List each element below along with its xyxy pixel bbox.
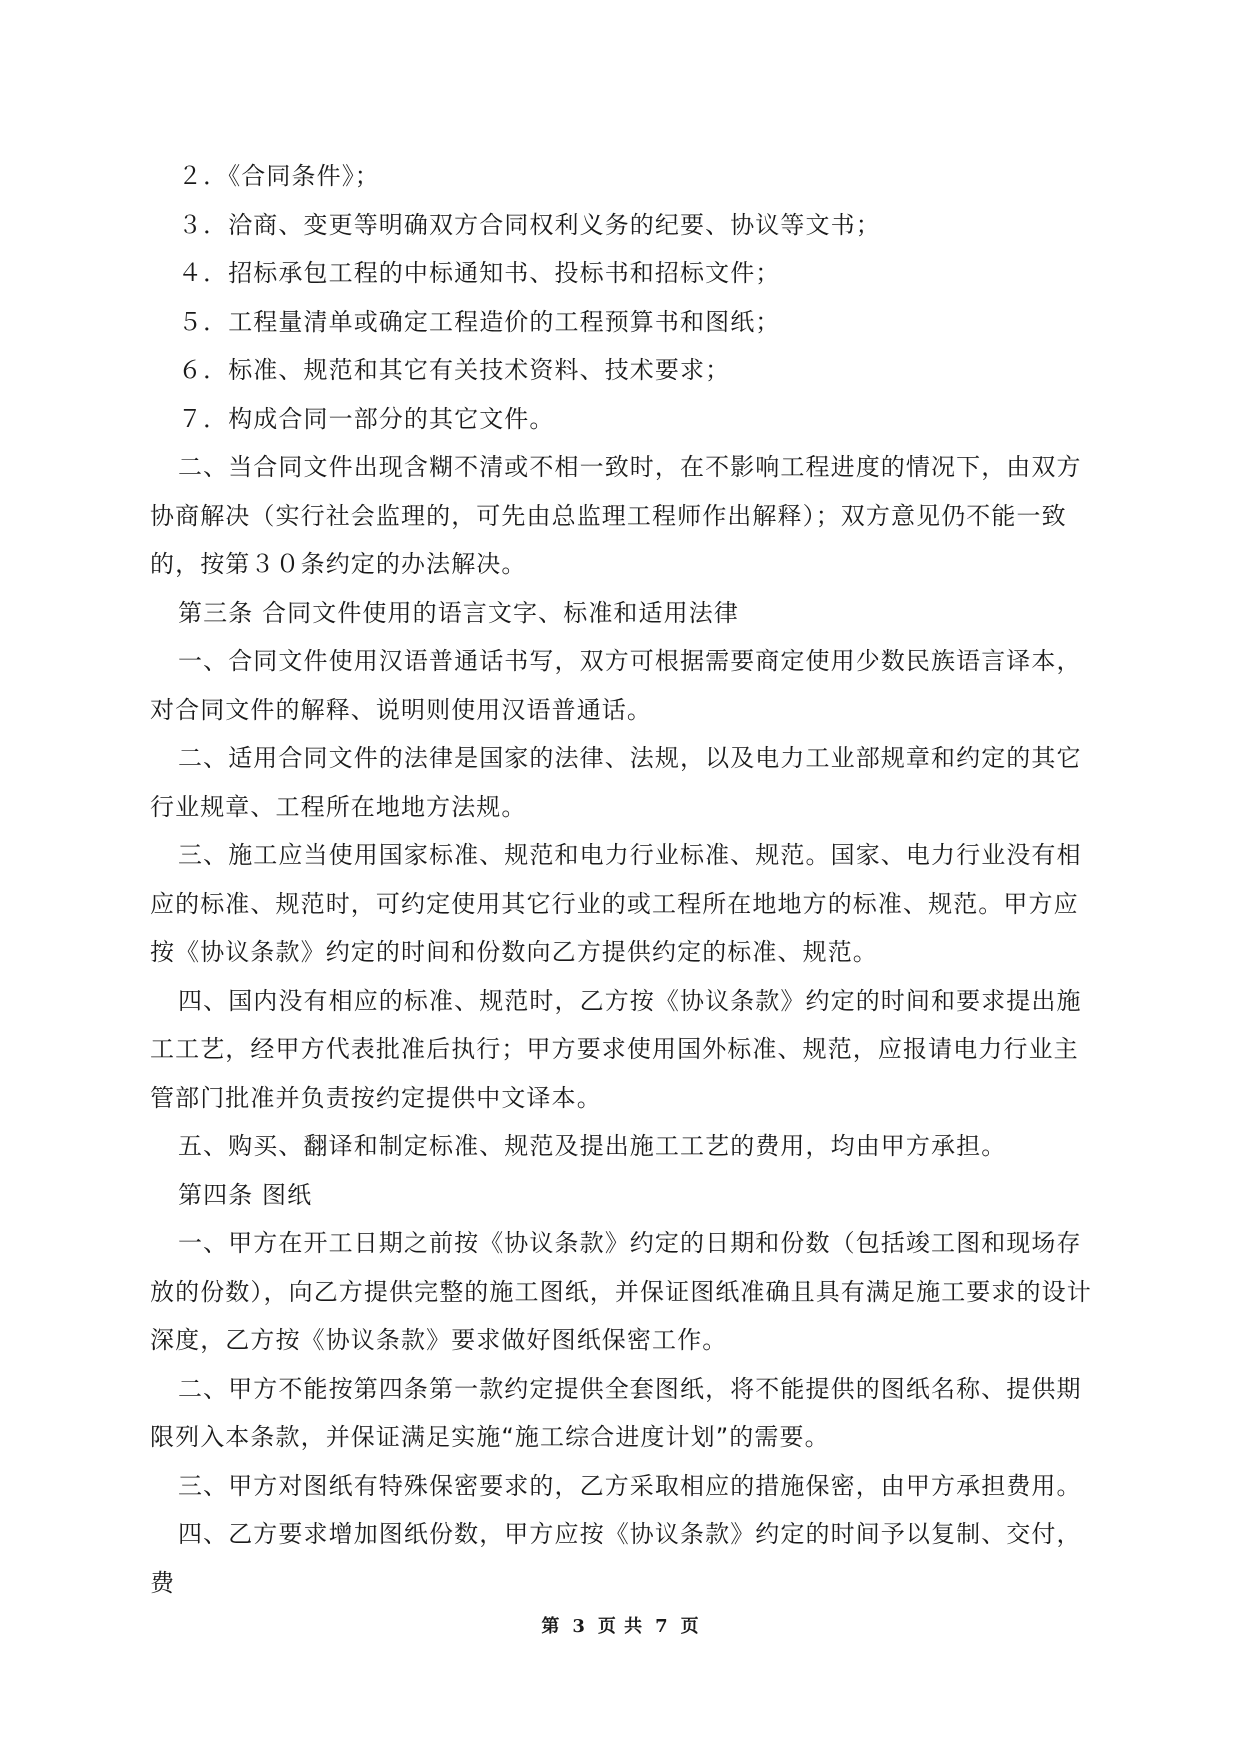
footer-mid: 页 共: [597, 1616, 644, 1637]
paragraph: ６．标准、规范和其它有关技术资料、技术要求；: [178, 356, 731, 384]
page-footer: [0, 1615, 1241, 1639]
paragraph: ４．招标承包工程的中标通知书、投标书和招标文件；: [178, 259, 781, 287]
paragraph: ２．《合同条件》；: [178, 162, 380, 190]
paragraph: ３．洽商、变更等明确双方合同权利义务的纪要、协议等文书；: [178, 210, 881, 239]
paragraph: 二、甲方不能按第四条第一款约定提供全套图纸，将不能提供的图纸名称、提供期限列入本条款，并保证满足实施“施工综合进度计划”的需要。: [150, 1374, 1082, 1451]
article-heading: 第四条 图纸: [178, 1180, 313, 1209]
article-heading: 第三条 合同文件使用的语言文字、标准和适用法律: [178, 598, 739, 627]
paragraph: 一、甲方在开工日期之前按《协议条款》约定的日期和份数（包括竣工图和现场存放的份数），向乙方提供完整的施工图纸，并保证图纸准确且具有满足施工要求的设计深度，乙方按《协议条款》要求做好图纸保密工作。: [150, 1229, 1092, 1354]
footer-suffix: 页: [680, 1616, 700, 1637]
paragraph: 五、购买、翻译和制定标准、规范及提出施工工艺的费用，均由甲方承担。: [178, 1132, 1007, 1160]
paragraph: ５．工程量清单或确定工程造价的工程预算书和图纸；: [178, 307, 781, 336]
paragraph: 二、当合同文件出现含糊不清或不相一致时，在不影响工程进度的情况下，由双方协商解决（实行社会监理的，可先由总监理工程师作出解释）；双方意见仍不能一致的，按第３０条约定的办法解决。: [150, 453, 1082, 578]
paragraph: 二、适用合同文件的法律是国家的法律、法规，以及电力工业部规章和约定的其它行业规章、工程所在地地方法规。: [150, 744, 1082, 821]
paragraph: 三、施工应当使用国家标准、规范和电力行业标准、规范。国家、电力行业没有相应的标准、规范时，可约定使用其它行业的或工程所在地地方的标准、规范。甲方应按《协议条款》约定的时间和份数向乙方提供约定的标准、规范。: [150, 841, 1082, 966]
paragraph: 一、合同文件使用汉语普通话书写，双方可根据需要商定使用少数民族语言译本，对合同文件的解释、说明则使用汉语普通话。: [150, 647, 1082, 724]
total-pages: 7: [655, 1616, 669, 1637]
paragraph: 四、国内没有相应的标准、规范时，乙方按《协议条款》约定的时间和要求提出施工工艺，经甲方代表批准后执行；甲方要求使用国外标准、规范，应报请电力行业主管部门批准并负责按约定提供中文译本。: [150, 986, 1082, 1112]
page-number: 3: [572, 1616, 586, 1637]
paragraph: 四、乙方要求增加图纸份数，甲方应按《协议条款》约定的时间予以复制、交付，费: [150, 1520, 1082, 1597]
footer-prefix: 第: [541, 1616, 561, 1637]
paragraph: 三、甲方对图纸有特殊保密要求的，乙方采取相应的措施保密，由甲方承担费用。: [178, 1471, 1082, 1500]
paragraph: ７．构成合同一部分的其它文件。: [178, 404, 555, 433]
body-text: [150, 152, 1092, 1607]
